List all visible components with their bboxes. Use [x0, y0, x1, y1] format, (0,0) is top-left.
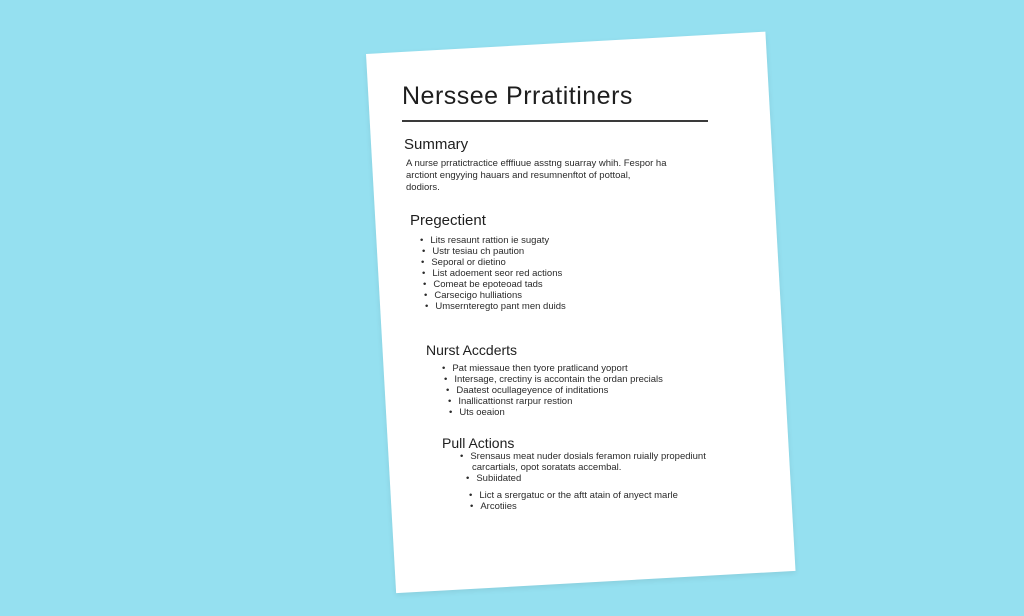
list-item: • Arcotiies — [470, 501, 517, 512]
section-heading-pregectient: Pregectient — [410, 212, 486, 229]
list-item: • List adoement seor red actions — [422, 268, 562, 279]
list-item: • Comeat be epoteoad tads — [423, 279, 543, 290]
list-item: • Ustr tesiau ch paution — [422, 246, 524, 257]
section-heading-pull-actions: Pull Actions — [442, 435, 515, 451]
list-item: • Carsecigo hulliations — [424, 290, 522, 301]
list-item: • Umsernteregto pant men duids — [425, 301, 566, 312]
list-item: • Subiidated — [466, 473, 521, 484]
list-item: • Inallicattionst rarpur restion — [448, 396, 572, 407]
list-item: • Intersage, crectiny is accontain the ordan precials — [444, 374, 663, 385]
summary-line: A nurse prratictractice efffiuue asstng suarray whih. Fespor ha — [406, 158, 667, 169]
summary-line: dodiors. — [406, 182, 440, 193]
title-divider — [402, 120, 708, 122]
document-page — [366, 32, 796, 593]
summary-heading: Summary — [404, 136, 469, 153]
list-item: • Daatest ocullageyence of inditations — [446, 385, 608, 396]
list-item: • Srensaus meat nuder dosials feramon ruially propediunt — [460, 451, 706, 462]
summary-line: arctiont engyying hauars and resumnenftot of pottoal, — [406, 170, 631, 181]
list-item-continuation: carcartials, opot soratats accembal. — [472, 462, 622, 473]
list-item: • Pat miessaue then tyore pratlicand yoport — [442, 363, 628, 374]
list-item: • Uts oeaion — [449, 407, 505, 418]
list-item: • Lits resaunt rattion ie sugaty — [420, 235, 549, 246]
document-title: Nerssee Prratitiners — [402, 82, 633, 110]
list-item: • Seporal or dietino — [421, 257, 506, 268]
list-item: • Lict a srergatuc or the aftt atain of anyect marle — [469, 490, 678, 501]
section-heading-nurst-accderts: Nurst Accderts — [426, 342, 518, 358]
